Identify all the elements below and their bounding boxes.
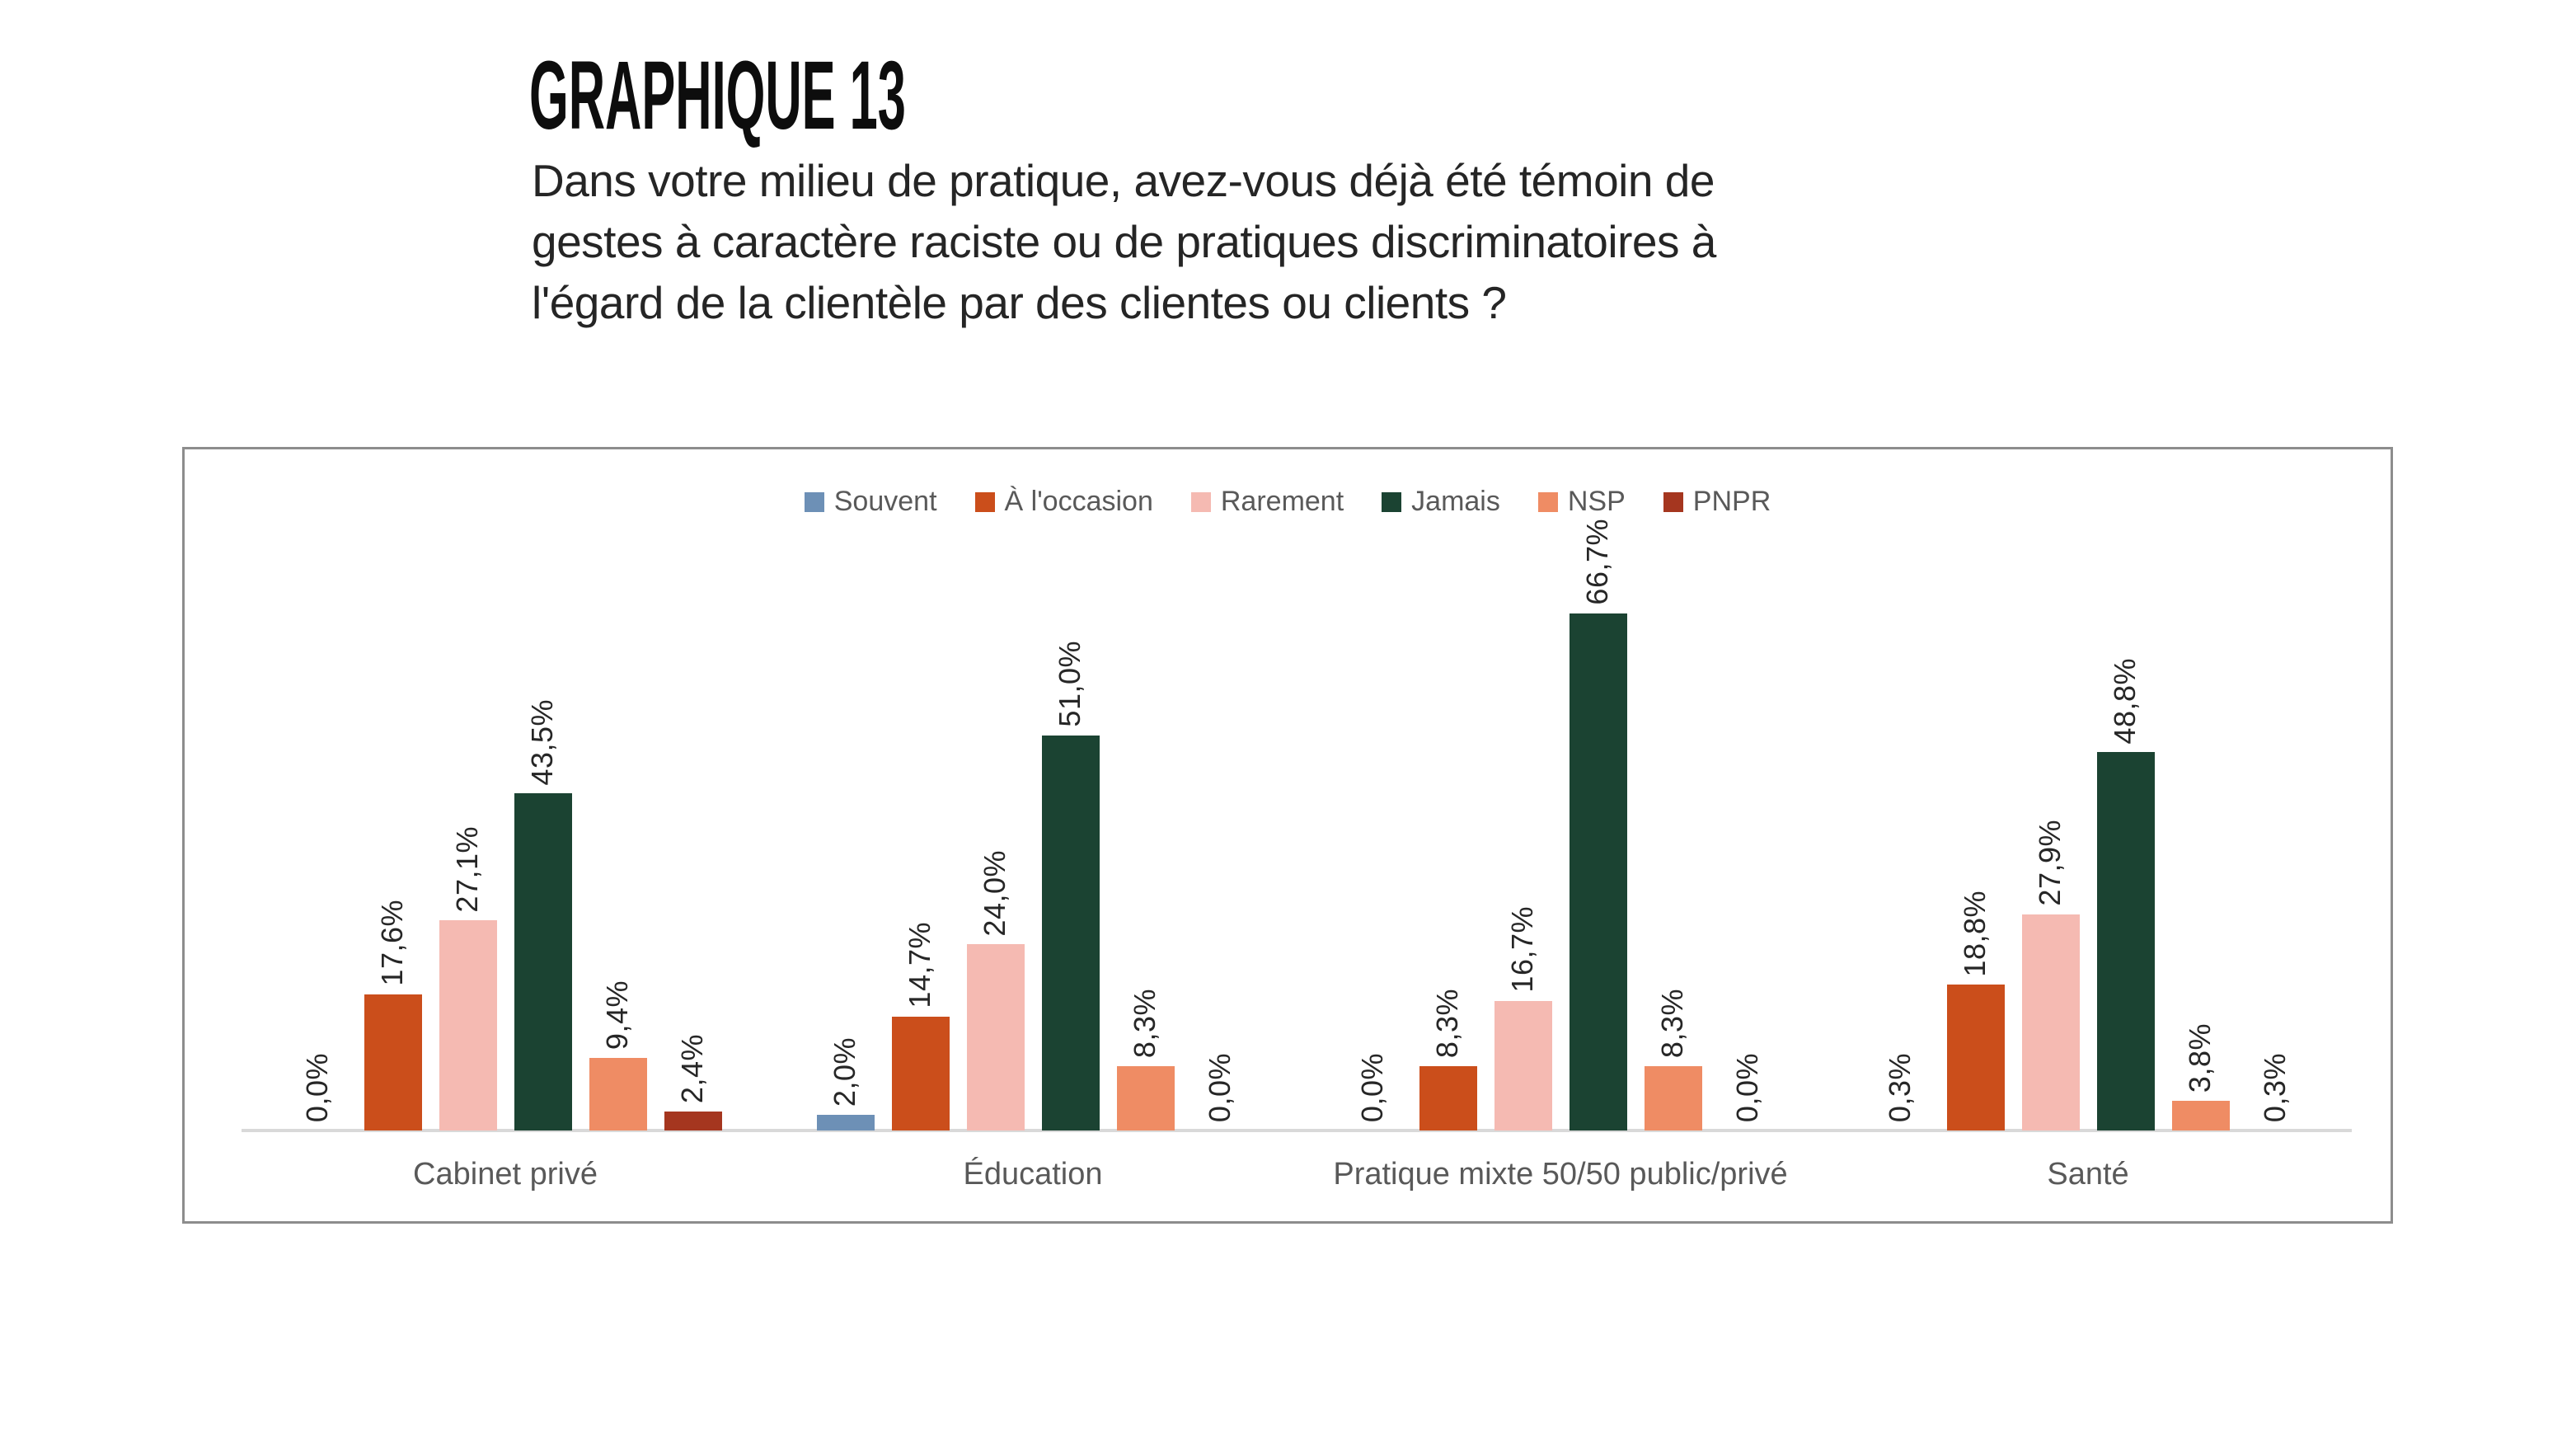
chart-question-line-1: Dans votre milieu de pratique, avez-vous déjà été témoin de: [532, 155, 1715, 206]
legend-label-a-l-occasion: À l'occasion: [1004, 486, 1153, 517]
bar-value-label-a-l-occasion-education: 14,7%: [902, 922, 936, 1008]
bar-value-label-souvent-pratique-mixte-50-50-public-prive: 0,0%: [1354, 1052, 1389, 1122]
bar-value-label-a-l-occasion-cabinet-prive: 17,6%: [374, 899, 409, 986]
bar-value-label-pnpr-cabinet-prive: 2,4%: [674, 1034, 709, 1104]
category-label-sante: Santé: [2047, 1157, 2129, 1192]
bar-value-label-rarement-education: 24,0%: [977, 849, 1011, 937]
bar-value-label-a-l-occasion-pratique-mixte-50-50-public-prive: 8,3%: [1429, 988, 1464, 1058]
bar-value-label-jamais-education: 51,0%: [1052, 641, 1086, 727]
legend-label-souvent: Souvent: [833, 486, 937, 517]
bar-value-label-nsp-cabinet-prive: 9,4%: [599, 980, 634, 1050]
bar-value-label-rarement-cabinet-prive: 27,1%: [449, 825, 484, 913]
bar-rarement-pratique-mixte-50-50-public-prive: [1494, 1001, 1552, 1130]
bar-nsp-education: [1117, 1066, 1175, 1130]
bar-value-label-rarement-pratique-mixte-50-50-public-prive: 16,7%: [1504, 906, 1539, 994]
chart-area: [182, 447, 2393, 1224]
bar-nsp-cabinet-prive: [589, 1058, 647, 1130]
bar-souvent-education: [817, 1115, 875, 1130]
legend-label-rarement: Rarement: [1220, 486, 1344, 517]
bar-jamais-education: [1042, 736, 1100, 1130]
bar-value-label-pnpr-sante: 0,3%: [2257, 1052, 2292, 1122]
bar-value-label-rarement-sante: 27,9%: [2032, 820, 2067, 906]
bar-rarement-education: [967, 944, 1025, 1130]
chart-question-line-2: gestes à caractère raciste ou de pratiques discriminatoires à: [532, 216, 1716, 267]
category-label-education: Éducation: [963, 1157, 1103, 1192]
bar-value-label-souvent-cabinet-prive: 0,0%: [299, 1052, 334, 1122]
bar-rarement-sante: [2022, 914, 2080, 1130]
bar-value-label-a-l-occasion-sante: 18,8%: [1957, 890, 1992, 977]
bar-nsp-sante: [2172, 1101, 2230, 1130]
plot-area: [242, 449, 2352, 1192]
bar-jamais-sante: [2097, 752, 2155, 1130]
bar-rarement-cabinet-prive: [439, 920, 497, 1130]
bar-value-label-nsp-pratique-mixte-50-50-public-prive: 8,3%: [1654, 988, 1689, 1058]
bar-nsp-pratique-mixte-50-50-public-prive: [1645, 1066, 1702, 1130]
legend-label-pnpr: PNPR: [1692, 486, 1771, 517]
chart-question-line-3: l'égard de la clientèle par des clientes ou clients ?: [532, 277, 1507, 328]
legend-label-nsp: NSP: [1567, 486, 1626, 517]
bar-value-label-jamais-cabinet-prive: 43,5%: [524, 698, 559, 786]
bar-value-label-pnpr-education: 0,0%: [1202, 1052, 1236, 1122]
bar-value-label-nsp-education: 8,3%: [1127, 988, 1161, 1058]
legend-label-jamais: Jamais: [1411, 486, 1500, 517]
bar-jamais-pratique-mixte-50-50-public-prive: [1570, 613, 1627, 1130]
bar-value-label-jamais-pratique-mixte-50-50-public-prive: 66,7%: [1579, 519, 1614, 606]
chart-title: GRAPHIQUE 13: [529, 41, 906, 150]
chart-question: [532, 150, 1716, 333]
bar-jamais-cabinet-prive: [514, 793, 572, 1130]
bar-value-label-souvent-sante: 0,3%: [1882, 1052, 1917, 1122]
bar-a-l-occasion-sante: [1947, 985, 2005, 1130]
bar-a-l-occasion-cabinet-prive: [364, 994, 422, 1130]
bar-value-label-souvent-education: 2,0%: [827, 1037, 861, 1107]
category-label-pratique-mixte-50-50-public-prive: Pratique mixte 50/50 public/privé: [1333, 1157, 1788, 1192]
bar-pnpr-cabinet-prive: [664, 1112, 722, 1130]
bar-value-label-nsp-sante: 3,8%: [2182, 1023, 2217, 1093]
bar-a-l-occasion-education: [892, 1017, 950, 1130]
category-label-cabinet-prive: Cabinet privé: [413, 1157, 598, 1192]
bar-a-l-occasion-pratique-mixte-50-50-public-prive: [1419, 1066, 1477, 1130]
bar-value-label-jamais-sante: 48,8%: [2107, 657, 2142, 745]
bar-value-label-pnpr-pratique-mixte-50-50-public-prive: 0,0%: [1729, 1052, 1764, 1122]
